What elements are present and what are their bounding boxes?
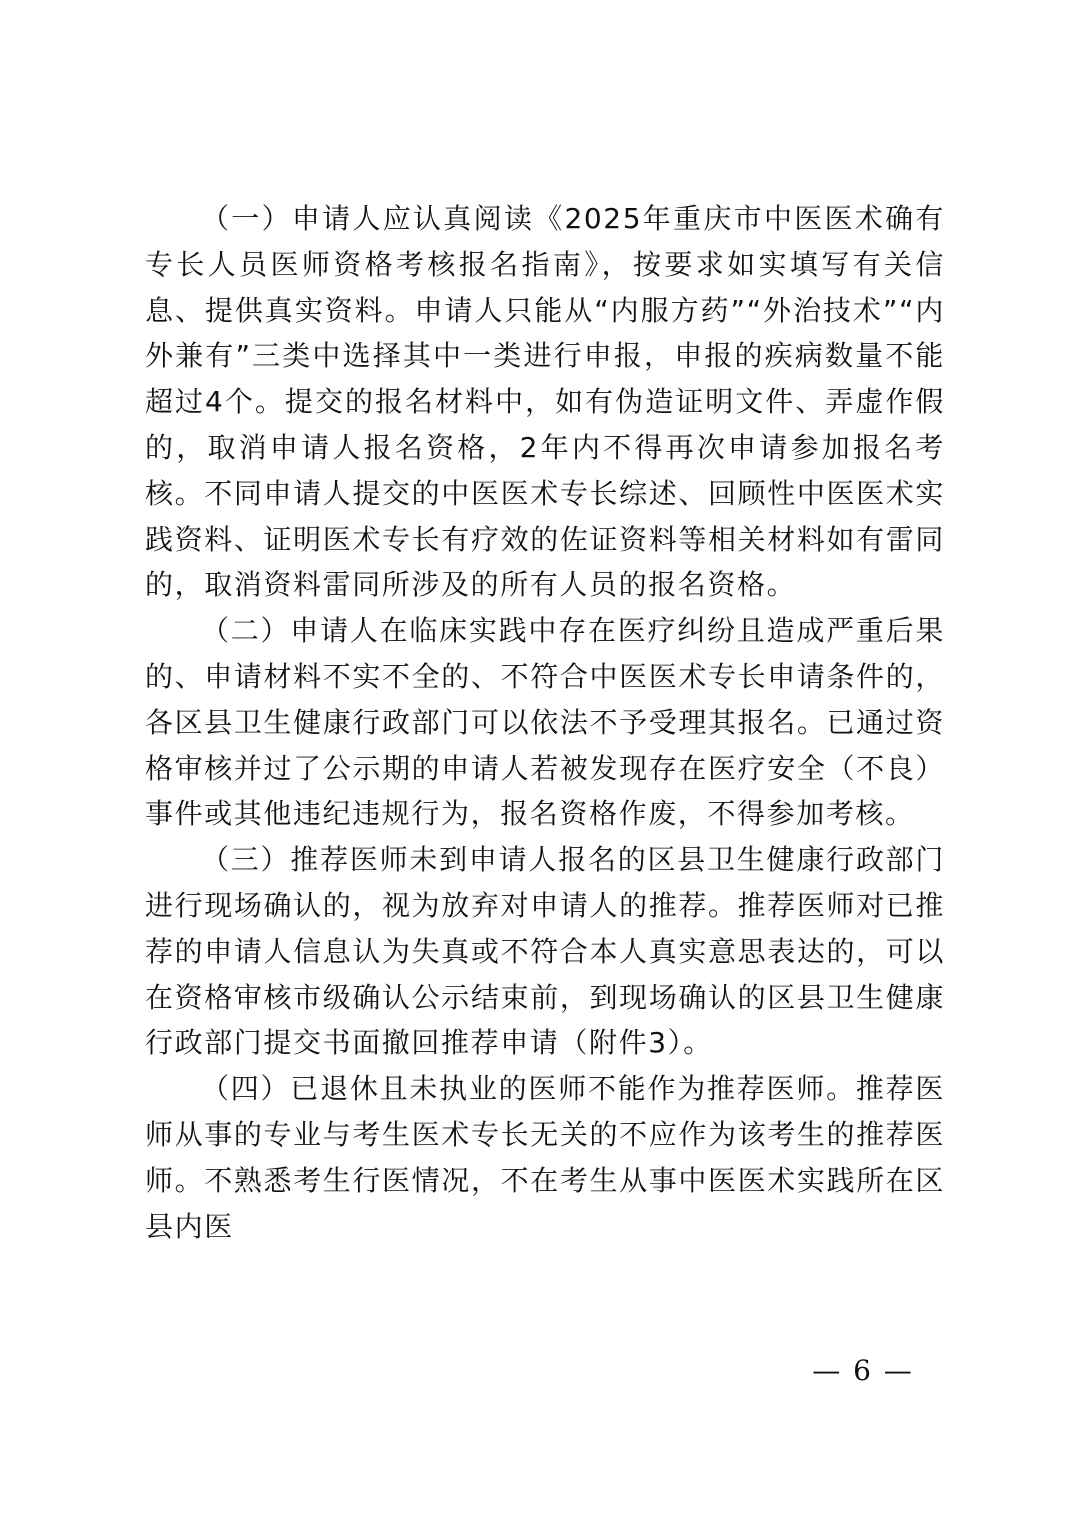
paragraph-4: （四）已退休且未执业的医师不能作为推荐医师。推荐医师从事的专业与考生医术专长无关的不应作为该考生的推荐医师。不熟悉考生行医情况，不在考生从事中医医术实践所在区县内医 xyxy=(145,1072,945,1243)
paragraph-3: （三）推荐医师未到申请人报名的区县卫生健康行政部门进行现场确认的，视为放弃对申请人的推荐。推荐医师对已推荐的申请人信息认为失真或不符合本人真实意思表达的，可以在资格审核市级确认公示结束前，到现场确认的区县卫生健康行政部门提交书面撤回推荐申请（附件3）。 xyxy=(145,843,945,1060)
page-number: — 6 — xyxy=(812,1354,914,1387)
document-body xyxy=(145,196,945,1249)
paragraph-2: （二）申请人在临床实践中存在医疗纠纷且造成严重后果的、申请材料不实不全的、不符合中医医术专长申请条件的，各区县卫生健康行政部门可以依法不予受理其报名。已通过资格审核并过了公示期的申请人若被发现存在医疗安全（不良）事件或其他违纪违规行为，报名资格作废，不得参加考核。 xyxy=(145,614,945,831)
paragraph-1: （一）申请人应认真阅读《2025年重庆市中医医术确有专长人员医师资格考核报名指南》，按要求如实填写有关信息、提供真实资料。申请人只能从“内服方药”“外治技术”“内外兼有”三类中选择其中一类进行申报，申报的疾病数量不能超过4个。提交的报名材料中，如有伪造证明文件、弄虚作假的，取消申请人报名资格，2年内不得再次申请参加报名考核。不同申请人提交的中医医术专长综述、回顾性中医医术实践资料、证明医术专长有疗效的佐证资料等相关材料如有雷同的，取消资料雷同所涉及的所有人员的报名资格。 xyxy=(145,202,945,602)
